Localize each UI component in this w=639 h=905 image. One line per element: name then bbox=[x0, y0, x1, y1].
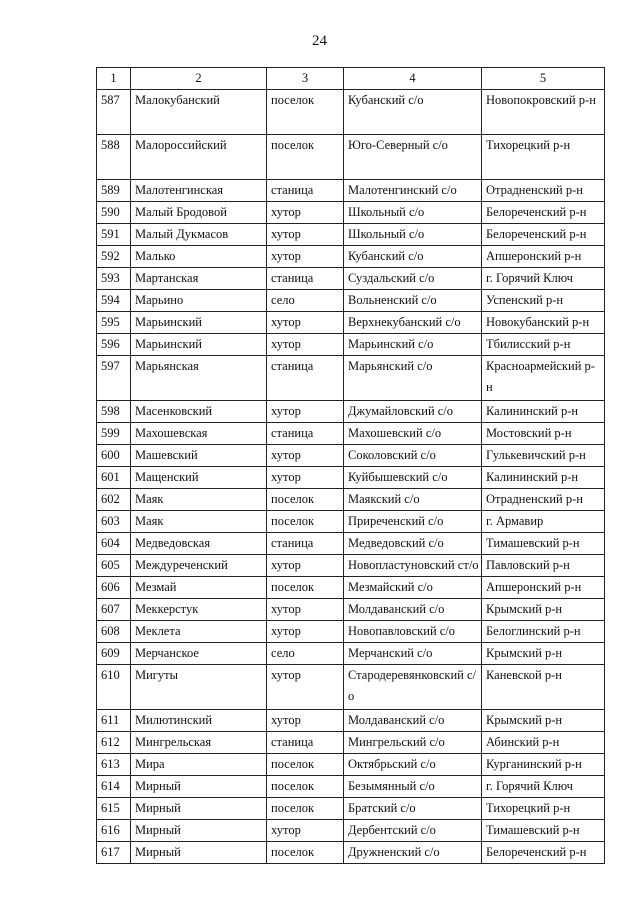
row-number-cell: 609 bbox=[97, 643, 131, 665]
row-number-cell: 603 bbox=[97, 511, 131, 533]
table-row bbox=[97, 621, 605, 643]
district-cell: Апшеронский р-н bbox=[482, 577, 605, 599]
council-cell: Марьинский с/о bbox=[344, 334, 482, 356]
settlement-type-cell: село bbox=[267, 643, 344, 665]
council-cell: Братский с/о bbox=[344, 798, 482, 820]
council-cell: Дербентский с/о bbox=[344, 820, 482, 842]
council-cell: Октябрьский с/о bbox=[344, 754, 482, 776]
district-cell: Успенский р-н bbox=[482, 290, 605, 312]
settlement-type-cell: хутор bbox=[267, 467, 344, 489]
settlement-type-cell: хутор bbox=[267, 224, 344, 246]
settlement-name-cell: Мартанская bbox=[131, 268, 267, 290]
council-cell: Дружненский с/о bbox=[344, 842, 482, 864]
settlement-name-cell: Махошевская bbox=[131, 423, 267, 445]
district-cell: Тимашевский р-н bbox=[482, 533, 605, 555]
council-cell: Махошевский с/о bbox=[344, 423, 482, 445]
row-number-cell: 607 bbox=[97, 599, 131, 621]
row-number-cell: 606 bbox=[97, 577, 131, 599]
district-cell: Апшеронский р-н bbox=[482, 246, 605, 268]
council-cell: Медведовский с/о bbox=[344, 533, 482, 555]
row-number-cell: 612 bbox=[97, 732, 131, 754]
council-cell: Джумайловский с/о bbox=[344, 401, 482, 423]
row-number-cell: 600 bbox=[97, 445, 131, 467]
council-cell: Марьянский с/о bbox=[344, 356, 482, 401]
table-row bbox=[97, 312, 605, 334]
row-number-cell: 596 bbox=[97, 334, 131, 356]
settlement-name-cell: Малый Дукмасов bbox=[131, 224, 267, 246]
settlement-name-cell: Масенковский bbox=[131, 401, 267, 423]
settlement-type-cell: поселок bbox=[267, 511, 344, 533]
council-cell: Безымянный с/о bbox=[344, 776, 482, 798]
settlement-name-cell: Малый Бродовой bbox=[131, 202, 267, 224]
settlement-name-cell: Малокубанский bbox=[131, 90, 267, 135]
council-cell: Школьный с/о bbox=[344, 202, 482, 224]
settlements-table bbox=[96, 67, 605, 864]
settlement-name-cell: Мигуты bbox=[131, 665, 267, 710]
district-cell: Новопокровский р-н bbox=[482, 90, 605, 135]
district-cell: Белоглинский р-н bbox=[482, 621, 605, 643]
settlement-type-cell: станица bbox=[267, 180, 344, 202]
row-number-cell: 602 bbox=[97, 489, 131, 511]
council-cell: Кубанский с/о bbox=[344, 90, 482, 135]
settlement-type-cell: село bbox=[267, 290, 344, 312]
settlement-name-cell: Мезмай bbox=[131, 577, 267, 599]
district-cell: Новокубанский р-н bbox=[482, 312, 605, 334]
row-number-cell: 613 bbox=[97, 754, 131, 776]
table-row bbox=[97, 135, 605, 180]
settlement-type-cell: хутор bbox=[267, 202, 344, 224]
settlement-type-cell: поселок bbox=[267, 798, 344, 820]
settlement-type-cell: поселок bbox=[267, 90, 344, 135]
table-row bbox=[97, 842, 605, 864]
district-cell: Крымский р-н bbox=[482, 643, 605, 665]
settlement-name-cell: Малороссийский bbox=[131, 135, 267, 180]
district-cell: г. Армавир bbox=[482, 511, 605, 533]
settlement-type-cell: поселок bbox=[267, 135, 344, 180]
table-row bbox=[97, 577, 605, 599]
settlement-type-cell: станица bbox=[267, 268, 344, 290]
settlement-name-cell: Междуреченский bbox=[131, 555, 267, 577]
row-number-cell: 590 bbox=[97, 202, 131, 224]
table-row bbox=[97, 643, 605, 665]
row-number-cell: 587 bbox=[97, 90, 131, 135]
council-cell: Новопавловский с/о bbox=[344, 621, 482, 643]
settlement-type-cell: хутор bbox=[267, 710, 344, 732]
settlement-name-cell: Мирный bbox=[131, 776, 267, 798]
district-cell: Белореченский р-н bbox=[482, 224, 605, 246]
council-cell: Мезмайский с/о bbox=[344, 577, 482, 599]
settlement-type-cell: поселок bbox=[267, 577, 344, 599]
row-number-cell: 610 bbox=[97, 665, 131, 710]
council-cell: Молдаванский с/о bbox=[344, 710, 482, 732]
settlement-name-cell: Мирный bbox=[131, 820, 267, 842]
council-cell: Мингрельский с/о bbox=[344, 732, 482, 754]
row-number-cell: 589 bbox=[97, 180, 131, 202]
row-number-cell: 614 bbox=[97, 776, 131, 798]
settlement-type-cell: станица bbox=[267, 423, 344, 445]
council-cell: Молдаванский с/о bbox=[344, 599, 482, 621]
settlement-name-cell: Марьинский bbox=[131, 312, 267, 334]
district-cell: Тимашевский р-н bbox=[482, 820, 605, 842]
settlement-type-cell: поселок bbox=[267, 776, 344, 798]
row-number-cell: 599 bbox=[97, 423, 131, 445]
table-header-row bbox=[97, 68, 605, 90]
table-row bbox=[97, 754, 605, 776]
row-number-cell: 598 bbox=[97, 401, 131, 423]
row-number-cell: 601 bbox=[97, 467, 131, 489]
row-number-cell: 611 bbox=[97, 710, 131, 732]
council-cell: Малотенгинский с/о bbox=[344, 180, 482, 202]
settlement-name-cell: Мерчанское bbox=[131, 643, 267, 665]
table-row bbox=[97, 599, 605, 621]
district-cell: г. Горячий Ключ bbox=[482, 776, 605, 798]
table-row bbox=[97, 423, 605, 445]
settlement-type-cell: поселок bbox=[267, 842, 344, 864]
table-row bbox=[97, 202, 605, 224]
settlement-name-cell: Марьино bbox=[131, 290, 267, 312]
table-row bbox=[97, 246, 605, 268]
settlement-type-cell: хутор bbox=[267, 334, 344, 356]
settlement-type-cell: хутор bbox=[267, 621, 344, 643]
settlement-name-cell: Мирный bbox=[131, 798, 267, 820]
table-row bbox=[97, 776, 605, 798]
district-cell: Курганинский р-н bbox=[482, 754, 605, 776]
table-body bbox=[97, 90, 605, 864]
district-cell: Тихорецкий р-н bbox=[482, 798, 605, 820]
table-row bbox=[97, 489, 605, 511]
settlement-type-cell: хутор bbox=[267, 312, 344, 334]
district-cell: Абинский р-н bbox=[482, 732, 605, 754]
settlement-name-cell: Марьянская bbox=[131, 356, 267, 401]
settlement-type-cell: хутор bbox=[267, 246, 344, 268]
council-cell: Куйбышевский с/о bbox=[344, 467, 482, 489]
table-row bbox=[97, 401, 605, 423]
settlement-type-cell: поселок bbox=[267, 489, 344, 511]
district-cell: Отрадненский р-н bbox=[482, 489, 605, 511]
table-row bbox=[97, 665, 605, 710]
table-row bbox=[97, 798, 605, 820]
settlement-name-cell: Маяк bbox=[131, 489, 267, 511]
settlement-type-cell: станица bbox=[267, 732, 344, 754]
row-number-cell: 615 bbox=[97, 798, 131, 820]
council-cell: Соколовский с/о bbox=[344, 445, 482, 467]
district-cell: Мостовский р-н bbox=[482, 423, 605, 445]
district-cell: Крымский р-н bbox=[482, 710, 605, 732]
table-row bbox=[97, 224, 605, 246]
settlement-name-cell: Меккерстук bbox=[131, 599, 267, 621]
column-header: 1 bbox=[97, 68, 131, 90]
settlement-name-cell: Милютинский bbox=[131, 710, 267, 732]
district-cell: Павловский р-н bbox=[482, 555, 605, 577]
district-cell: Калининский р-н bbox=[482, 401, 605, 423]
settlement-name-cell: Маяк bbox=[131, 511, 267, 533]
settlement-type-cell: поселок bbox=[267, 754, 344, 776]
district-cell: Каневской р-н bbox=[482, 665, 605, 710]
district-cell: Гулькевичский р-н bbox=[482, 445, 605, 467]
settlement-type-cell: хутор bbox=[267, 599, 344, 621]
table-row bbox=[97, 820, 605, 842]
council-cell: Юго-Северный с/о bbox=[344, 135, 482, 180]
row-number-cell: 608 bbox=[97, 621, 131, 643]
district-cell: г. Горячий Ключ bbox=[482, 268, 605, 290]
table-row bbox=[97, 268, 605, 290]
row-number-cell: 605 bbox=[97, 555, 131, 577]
row-number-cell: 616 bbox=[97, 820, 131, 842]
row-number-cell: 595 bbox=[97, 312, 131, 334]
settlement-type-cell: станица bbox=[267, 356, 344, 401]
row-number-cell: 588 bbox=[97, 135, 131, 180]
council-cell: Новопластуновский ст/о bbox=[344, 555, 482, 577]
district-cell: Белореченский р-н bbox=[482, 842, 605, 864]
settlement-name-cell: Мингрельская bbox=[131, 732, 267, 754]
row-number-cell: 617 bbox=[97, 842, 131, 864]
district-cell: Тихорецкий р-н bbox=[482, 135, 605, 180]
row-number-cell: 593 bbox=[97, 268, 131, 290]
settlement-name-cell: Малько bbox=[131, 246, 267, 268]
settlement-name-cell: Меклета bbox=[131, 621, 267, 643]
settlement-name-cell: Мира bbox=[131, 754, 267, 776]
settlement-name-cell: Мащенский bbox=[131, 467, 267, 489]
settlement-name-cell: Машевский bbox=[131, 445, 267, 467]
district-cell: Тбилисский р-н bbox=[482, 334, 605, 356]
council-cell: Вольненский с/о bbox=[344, 290, 482, 312]
row-number-cell: 597 bbox=[97, 356, 131, 401]
settlement-type-cell: станица bbox=[267, 533, 344, 555]
table-row bbox=[97, 511, 605, 533]
row-number-cell: 592 bbox=[97, 246, 131, 268]
settlement-name-cell: Мирный bbox=[131, 842, 267, 864]
row-number-cell: 604 bbox=[97, 533, 131, 555]
table-row bbox=[97, 732, 605, 754]
settlement-type-cell: хутор bbox=[267, 665, 344, 710]
settlement-type-cell: хутор bbox=[267, 555, 344, 577]
column-header: 3 bbox=[267, 68, 344, 90]
council-cell: Приреченский с/о bbox=[344, 511, 482, 533]
table-row bbox=[97, 290, 605, 312]
table-row bbox=[97, 710, 605, 732]
council-cell: Стародеревянковский с/о bbox=[344, 665, 482, 710]
row-number-cell: 591 bbox=[97, 224, 131, 246]
settlement-type-cell: хутор bbox=[267, 820, 344, 842]
table-row bbox=[97, 334, 605, 356]
council-cell: Суздальский с/о bbox=[344, 268, 482, 290]
district-cell: Красноармейский р-н bbox=[482, 356, 605, 401]
table-row bbox=[97, 180, 605, 202]
settlement-type-cell: хутор bbox=[267, 445, 344, 467]
table-row bbox=[97, 467, 605, 489]
row-number-cell: 594 bbox=[97, 290, 131, 312]
table-row bbox=[97, 445, 605, 467]
settlement-name-cell: Марьинский bbox=[131, 334, 267, 356]
council-cell: Маякский с/о bbox=[344, 489, 482, 511]
district-cell: Отрадненский р-н bbox=[482, 180, 605, 202]
table-row bbox=[97, 533, 605, 555]
district-cell: Крымский р-н bbox=[482, 599, 605, 621]
column-header: 5 bbox=[482, 68, 605, 90]
table-row bbox=[97, 90, 605, 135]
council-cell: Верхнекубанский с/о bbox=[344, 312, 482, 334]
council-cell: Кубанский с/о bbox=[344, 246, 482, 268]
page-number: 24 bbox=[312, 33, 327, 49]
table-row bbox=[97, 555, 605, 577]
table-row bbox=[97, 356, 605, 401]
district-cell: Калининский р-н bbox=[482, 467, 605, 489]
settlement-name-cell: Медведовская bbox=[131, 533, 267, 555]
district-cell: Белореченский р-н bbox=[482, 202, 605, 224]
settlement-name-cell: Малотенгинская bbox=[131, 180, 267, 202]
council-cell: Мерчанский с/о bbox=[344, 643, 482, 665]
column-header: 2 bbox=[131, 68, 267, 90]
council-cell: Школьный с/о bbox=[344, 224, 482, 246]
settlement-type-cell: хутор bbox=[267, 401, 344, 423]
column-header: 4 bbox=[344, 68, 482, 90]
